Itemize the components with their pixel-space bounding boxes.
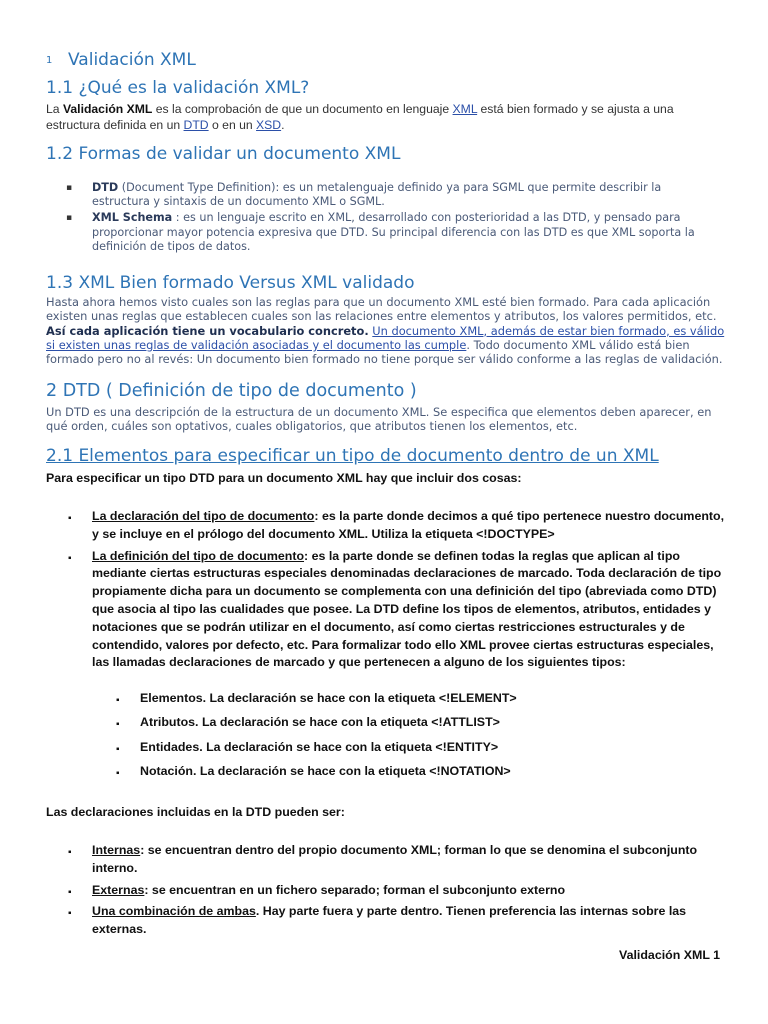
list-item: [68, 548, 728, 673]
text: .: [281, 118, 285, 132]
paragraph-2: Un DTD es una descripción de la estructura de un documento XML. Se especifica que elementos deben aparecer, en qué orden, cuáles son optativos, cuales obligatorios, que atributos tienen los elementos, etc.: [46, 405, 712, 434]
list-item: [116, 763, 676, 781]
heading-text: Validación XML: [68, 50, 196, 70]
intro-2-1: Para especificar un tipo DTD para un documento XML hay que incluir dos cosas:: [46, 471, 522, 485]
text: Hasta ahora hemos visto cuales son las reglas para que un documento XML esté bien formado. Para cada aplicación existen unas reglas que establecen cuales son las relaciones entre elementos y atributos, los valores permitidos, etc.: [46, 295, 717, 324]
underlined-sentence: Un documento XML, además de estar bien formado, es válido si existen unas reglas de validación asociadas y el documento las cumple: [46, 323, 725, 352]
heading-1-1: 1.1 ¿Qué es la validación XML?: [46, 78, 310, 98]
list-item-text: Elementos. La declaración se hace con la etiqueta <!ELEMENT>: [140, 691, 517, 705]
list-item-text: : se encuentran dentro del propio documento XML; forman lo que se denomina el subconjunto interno.: [92, 843, 698, 875]
list-declaration-types: [116, 690, 676, 781]
list-item: [116, 690, 676, 708]
list-item-text: : es la parte donde se definen todas la reglas que aplican al tipo mediante ciertas estructuras especiales denominadas declaraciones de marcado. Toda declaración de tipo propiamente dicha para un documento se complementa con una definición del tipo (abreviada como DTD) que asocia al tipo las cualidades que posee. La DTD define los tipos de elementos, atributos, entidades y notaciones que se podrán utilizar en el documento, así como ciertas restricciones estructurales y de contendido, valores por defecto, etc. Para formalizar todo ello XML provee ciertas estructuras especiales, las llamadas declaraciones de marcado y que pertenecen a alguno de los siguientes tipos:: [92, 548, 722, 670]
list-item: [68, 882, 728, 900]
link-xsd[interactable]: XSD: [256, 118, 282, 132]
bold-sentence: Así cada aplicación tiene un vocabulario concreto.: [46, 323, 369, 338]
paragraph-1-1: [46, 101, 726, 133]
list-item-text: . Hay parte fuera y parte dentro. Tienen preferencia las internas sobre las externas.: [92, 904, 687, 937]
text: es la comprobación de que un documento en lenguaje: [152, 102, 453, 116]
list-item-term: XML Schema: [92, 211, 173, 225]
list-item-term: Una combinación de ambas: [92, 904, 256, 919]
list-item: [66, 211, 716, 254]
page-footer: Validación XML 1: [619, 948, 720, 962]
text: . Todo documento XML válido está bien formado pero no al revés: Un documento bien formado no tiene porque ser válido conforme a las reglas de validación.: [46, 337, 723, 367]
list-item: [66, 181, 716, 209]
list-item-text: Notación. La declaración se hace con la etiqueta <!NOTATION>: [140, 763, 511, 778]
heading-1-2: 1.2 Formas de validar un documento XML: [46, 144, 401, 164]
list-item-term: DTD: [92, 181, 119, 194]
text: está bien formado y se ajusta a una estructura definida en un: [46, 102, 674, 132]
list-item-text: (Document Type Definition): es un metalenguaje definido ya para SGML que permite describir la estructura y sintaxis de un documento XML o SGML.: [92, 181, 662, 209]
list-dtd-components: [68, 508, 728, 672]
list-formas-validar: [66, 181, 716, 256]
heading-text: 2.1 Elementos para especificar un tipo de documento dentro de un XML: [46, 446, 659, 466]
text: o en un: [208, 118, 257, 132]
list-declaration-scope: [68, 842, 728, 939]
list-item: [116, 714, 676, 732]
list-item-term: La definición del tipo de documento: [92, 548, 305, 563]
heading-validacion-xml: [46, 50, 196, 70]
list-item-text: Atributos. La declaración se hace con la etiqueta <!ATTLIST>: [140, 715, 500, 730]
link-dtd[interactable]: DTD: [183, 118, 209, 132]
list-item: [116, 739, 676, 757]
list-item-term: Internas: [92, 843, 141, 857]
text: La: [46, 102, 63, 116]
list-item-text: : es la parte donde decimos a qué tipo pertenece nuestro documento, y se incluye en el prólogo del documento XML. Utiliza la etiqueta <!DOCTYPE>: [92, 509, 725, 541]
list-item-term: Externas: [92, 882, 145, 897]
heading-2: 2 DTD ( Definición de tipo de documento ): [46, 381, 417, 401]
heading-2-1: [46, 446, 659, 466]
paragraph-1-3: [46, 295, 726, 366]
list-item-term: La declaración del tipo de documento: [92, 509, 315, 523]
heading-number: 1: [46, 54, 53, 66]
list-item-text: Entidades. La declaración se hace con la etiqueta <!ENTITY>: [140, 739, 499, 754]
list-item: [68, 903, 728, 939]
list-item-text: : se encuentran en un fichero separado; forman el subconjunto externo: [144, 882, 566, 897]
list-item: [68, 508, 728, 544]
link-xml[interactable]: XML: [452, 102, 478, 116]
list-item: [68, 842, 728, 878]
intro-declarations: Las declaraciones incluidas en la DTD pueden ser:: [46, 805, 345, 819]
heading-1-3: 1.3 XML Bien formado Versus XML validado: [46, 273, 415, 293]
bold-term: Validación XML: [62, 102, 153, 116]
list-item-text: : es un lenguaje escrito en XML, desarrollado con posterioridad a las DTD, y pensado para proporcionar mayor potencia expresiva que DTD. Su principal diferencia con las DTD es que XML soporta la definición de tipos de datos.: [92, 211, 695, 253]
